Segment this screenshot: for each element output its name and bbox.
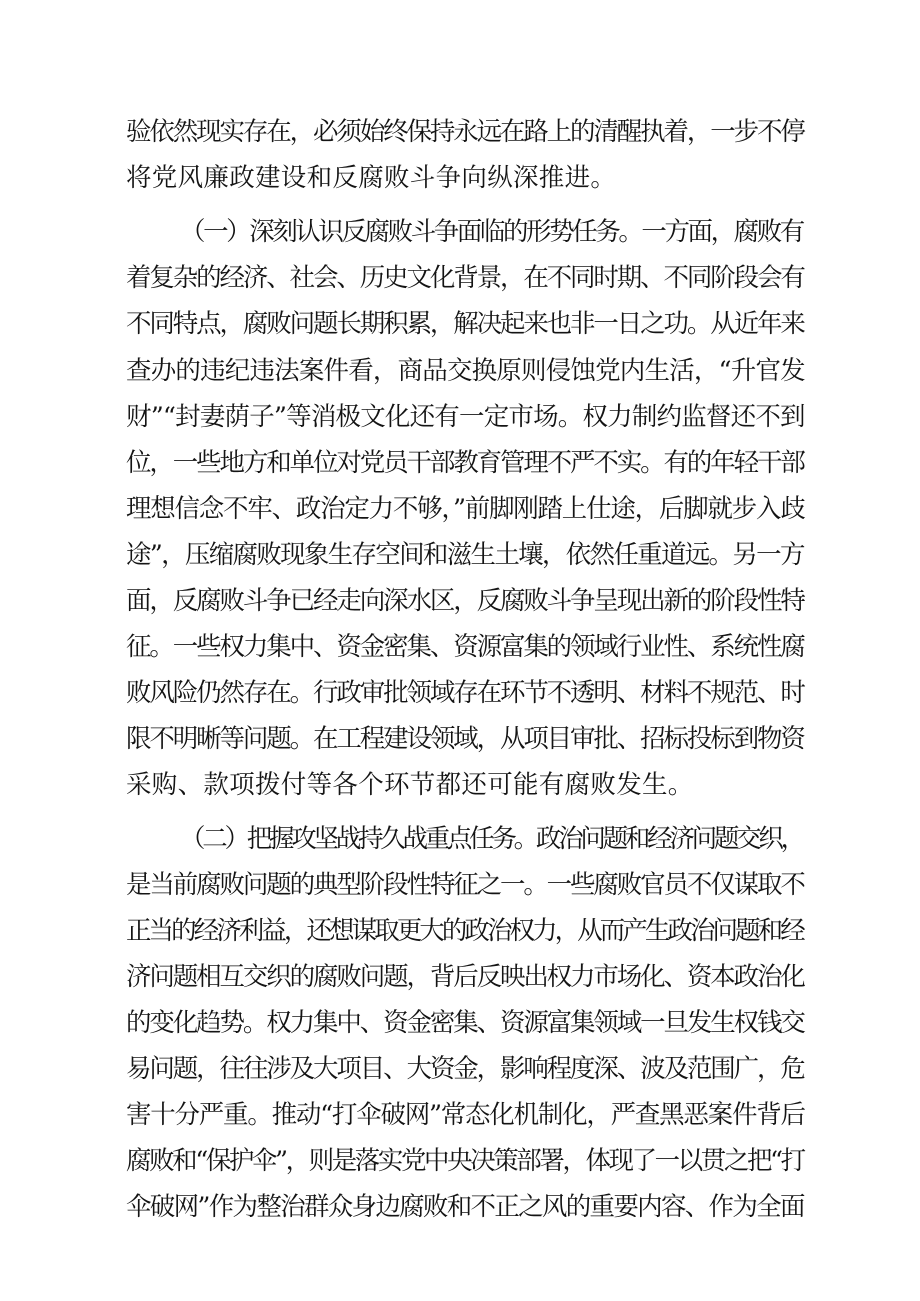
text-line-14: 限不明晰等问题。在工程建设领域，从项目审批、招标投标到物资 [126,724,804,754]
text-line-19: 济问题相互交织的腐败问题，背后反映出权力市场化、资本政治化 [126,962,804,992]
text-line-18: 正当的经济利益，还想谋取更大的政治权力，从而产生政治问题和经 [126,916,803,946]
text-line-4: 着复杂的经济、社会、历史文化背景，在不同时期、不同阶段会有 [126,263,804,293]
text-line-23: 腐败和“保护伞”，则是落实党中央决策部署，体现了一以贯之把“打 [126,1146,804,1176]
text-line-13: 败风险仍然存在。行政审批领域存在环节不透明、材料不规范、时 [126,678,804,708]
text-line-15: 采购、款项拨付等各个环节都还可能有腐败发生。 [126,770,694,800]
text-line-10: 途”，压缩腐败现象生存空间和滋生土壤，依然任重道远。另一方 [126,540,804,570]
text-line-2: 将党风廉政建设和反腐败斗争向纵深推进。 [126,163,617,193]
text-line-21: 易问题，往往涉及大项目、大资金，影响程度深、波及范围广，危 [126,1054,804,1084]
text-line-6: 查办的违纪违法案件看，商品交换原则侵蚀党内生活，“升官发 [126,356,805,386]
paragraph-2-heading-line: （二）把握攻坚战持久战重点任务。政治问题和经济问题交织， [180,824,803,854]
text-line-7: 财”“封妻荫子”等消极文化还有一定市场。权力制约监督还不到 [126,402,805,432]
text-line-24: 伞破网”作为整治群众身边腐败和不正之风的重要内容、作为全面 [126,1192,804,1222]
text-line-17: 是当前腐败问题的典型阶段性特征之一。一些腐败官员不仅谋取不 [126,870,804,900]
paragraph-1-heading-line: （一）深刻认识反腐败斗争面临的形势任务。一方面，腐败有 [180,217,803,247]
text-line-5: 不同特点，腐败问题长期积累，解决起来也非一日之功。从近年来 [126,309,804,339]
text-line-8: 位，一些地方和单位对党员干部教育管理不严不实。有的年轻干部 [126,448,804,478]
text-line-9: 理想信念不牢、政治定力不够，”前脚刚踏上仕途，后脚就步入歧 [126,494,805,524]
text-line-12: 征。一些权力集中、资金密集、资源富集的领域行业性、系统性腐 [126,632,804,662]
text-line-1: 验依然现实存在，必须始终保持永远在路上的清醒执着，一步不停 [126,117,804,147]
text-line-20: 的变化趋势。权力集中、资金密集、资源富集领域一旦发生权钱交 [126,1008,804,1038]
text-line-22: 害十分严重。推动“打伞破网”常态化机制化，严查黑恶案件背后 [126,1100,805,1130]
text-line-11: 面，反腐败斗争已经走向深水区，反腐败斗争呈现出新的阶段性特 [126,586,804,616]
